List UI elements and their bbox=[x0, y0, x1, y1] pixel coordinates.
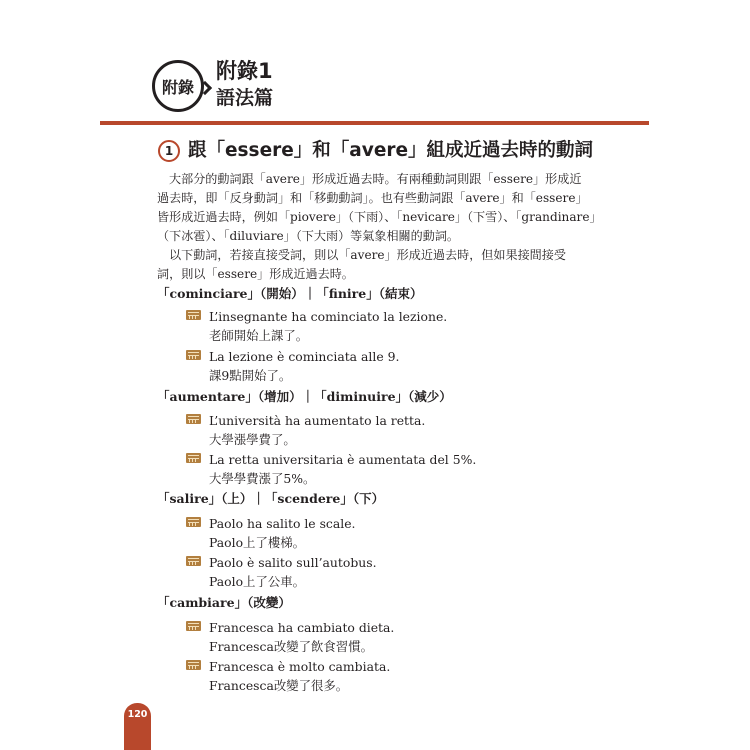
verb-heading: 「cominciare」（開始）｜「finire」（結束） bbox=[157, 286, 423, 301]
book-icon bbox=[186, 414, 201, 424]
appendix-subtitle: 語法篇 bbox=[216, 87, 274, 109]
verb-heading: 「aumentare」（增加）｜「diminuire」（減少） bbox=[157, 389, 452, 404]
example-sentence bbox=[186, 411, 426, 449]
intro-line: 皆形成近過去時，例如「piovere」（下雨）、「nevicare」（下雪）、「grandinare」 bbox=[157, 210, 602, 224]
example-sentence bbox=[186, 347, 400, 385]
italian-sentence: La retta universitaria è aumentata del 5%. bbox=[209, 452, 477, 467]
chinese-translation: 大學學費漲了5%。 bbox=[209, 471, 316, 486]
example-sentence bbox=[186, 514, 356, 552]
italian-sentence: La lezione è cominciata alle 9. bbox=[209, 349, 400, 364]
italian-sentence: L’insegnante ha cominciato la lezione. bbox=[209, 309, 448, 324]
book-icon bbox=[186, 310, 201, 320]
italian-sentence: Paolo è salito sull’autobus. bbox=[209, 555, 377, 570]
italian-sentence: L’università ha aumentato la retta. bbox=[209, 413, 426, 428]
example-sentence bbox=[186, 657, 391, 695]
chinese-translation: 大學漲學費了。 bbox=[209, 432, 296, 447]
chinese-translation: 課9點開始了。 bbox=[209, 368, 292, 383]
appendix-badge-label: 附錄 bbox=[161, 77, 194, 97]
appendix-title: 附錄1 bbox=[216, 59, 273, 83]
italian-sentence: Paolo ha salito le scale. bbox=[209, 516, 356, 531]
verb-heading: 「salire」（上）｜「scendere」（下） bbox=[157, 491, 385, 506]
book-icon bbox=[186, 556, 201, 566]
book-icon bbox=[186, 621, 201, 631]
chinese-translation: Paolo上了公車。 bbox=[209, 574, 306, 589]
book-icon bbox=[186, 660, 201, 670]
example-sentence bbox=[186, 307, 448, 345]
page-number-tab bbox=[124, 703, 151, 750]
italian-sentence: Francesca ha cambiato dieta. bbox=[209, 620, 395, 635]
intro-line: 大部分的動詞跟「avere」形成近過去時。有兩種動詞則跟「essere」形成近 bbox=[169, 172, 582, 186]
intro-paragraph-1 bbox=[157, 170, 602, 246]
section-title: 跟「essere」和「avere」組成近過去時的動詞 bbox=[188, 140, 594, 161]
example-sentence bbox=[186, 450, 477, 488]
page-number: 120 bbox=[127, 709, 148, 720]
chinese-translation: 老師開始上課了。 bbox=[209, 328, 309, 343]
intro-line: 以下動詞，若接直接受詞，則以「avere」形成近過去時，但如果接間接受 bbox=[169, 248, 566, 262]
intro-line: 詞，則以「essere」形成近過去時。 bbox=[157, 267, 354, 281]
chinese-translation: Paolo上了樓梯。 bbox=[209, 535, 306, 550]
example-sentence bbox=[186, 618, 395, 656]
intro-paragraph-2 bbox=[157, 246, 566, 284]
book-icon bbox=[186, 453, 201, 463]
chinese-translation: Francesca改變了飲食習慣。 bbox=[209, 639, 373, 654]
intro-line: 過去時，即「反身動詞」和「移動動詞」。也有些動詞跟「avere」和「essere」 bbox=[157, 191, 588, 205]
example-sentence bbox=[186, 553, 377, 591]
italian-sentence: Francesca è molto cambiata. bbox=[209, 659, 391, 674]
book-icon bbox=[186, 350, 201, 360]
intro-line: （下冰雹）、「diluviare」（下大雨）等氣象相關的動詞。 bbox=[157, 229, 460, 243]
chinese-translation: Francesca改變了很多。 bbox=[209, 678, 349, 693]
section-number: 1 bbox=[158, 140, 180, 162]
verb-heading: 「cambiare」（改變） bbox=[157, 595, 291, 610]
appendix-badge bbox=[152, 60, 204, 112]
book-icon bbox=[186, 517, 201, 527]
header-rule bbox=[100, 121, 649, 125]
